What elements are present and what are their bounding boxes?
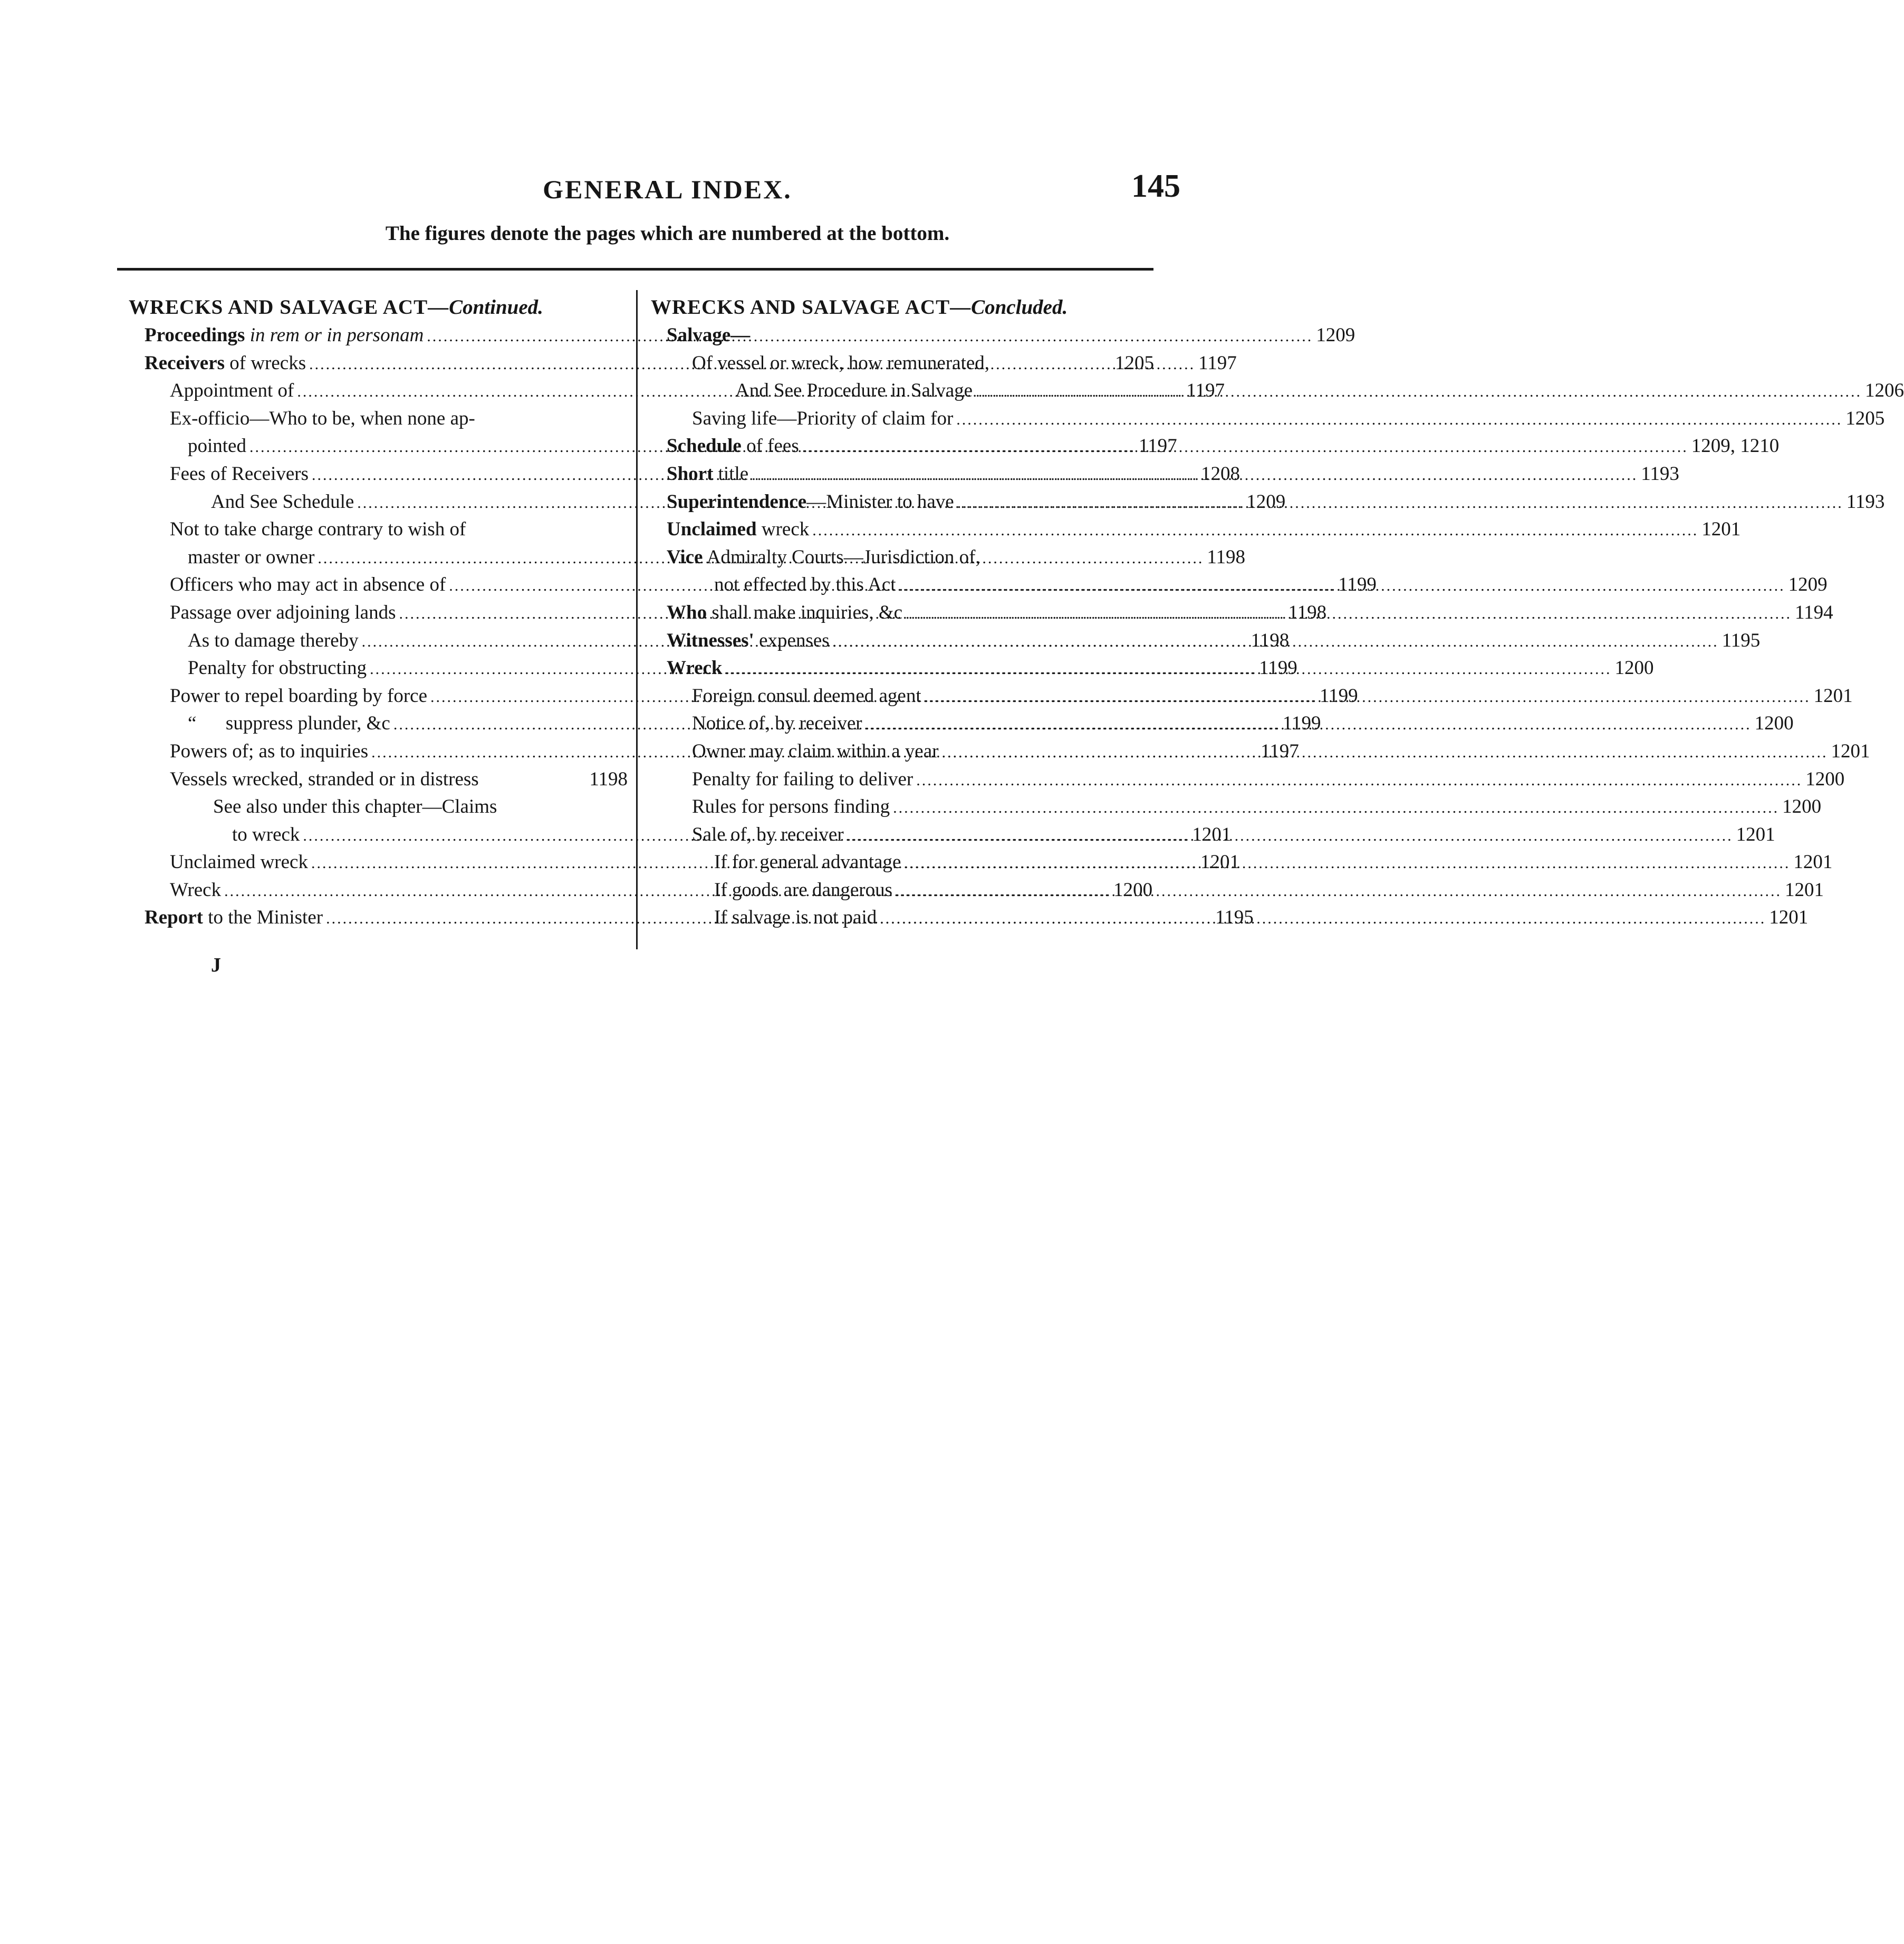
- entry-keyword: Superintendence: [667, 490, 807, 513]
- page-number: 145: [1131, 168, 1180, 204]
- entry-page: 1201: [1785, 879, 1824, 901]
- entry-text: not effected by this Act: [714, 574, 896, 596]
- entry-text: to the Minister: [203, 907, 323, 929]
- left-column-heading: [129, 294, 628, 322]
- right-column-heading: [651, 294, 1154, 322]
- entry-page: 1201: [1192, 823, 1232, 845]
- entry-text: Passage over adjoining lands: [170, 601, 396, 623]
- heading-text: WRECKS AND SALVAGE ACT—: [129, 296, 449, 319]
- entry-page: 1200: [1113, 879, 1153, 901]
- entry-text: Fees of Receivers: [170, 463, 309, 485]
- entry-page: 1197: [1198, 352, 1237, 374]
- entry-page: 1198: [1207, 546, 1246, 568]
- entry-keyword: Report: [145, 907, 203, 929]
- entry-text: of fees: [741, 435, 799, 457]
- entry-text: wreck: [756, 518, 810, 541]
- entry-text: of wrecks: [225, 352, 306, 374]
- index-entry: [129, 516, 628, 544]
- entry-page: 1200: [1614, 657, 1654, 679]
- entry-page: 1197: [1186, 380, 1225, 402]
- entry-page: 1199: [1259, 657, 1297, 679]
- entry-text: Appointment of: [170, 380, 294, 402]
- index-entry: [651, 821, 1775, 849]
- entry-text: in rem or in personam: [245, 324, 424, 346]
- entry-keyword: Receivers: [145, 352, 225, 374]
- index-entry: [651, 849, 1833, 877]
- entry-keyword: Who: [667, 601, 707, 623]
- entry-text: Foreign consul deemed agent: [692, 685, 921, 707]
- entry-page: 1199: [1338, 574, 1377, 596]
- entry-text: Unclaimed wreck: [170, 851, 308, 873]
- entry-text: —Minister to have: [806, 490, 954, 513]
- entry-text: And See Procedure in Salvage: [735, 380, 973, 402]
- entry-text: Notice of, by receiver: [692, 713, 862, 735]
- entry-page: 1198: [589, 768, 628, 790]
- entry-text: Penalty for failing to deliver: [692, 768, 913, 790]
- entry-page: 1198: [1251, 629, 1290, 651]
- entry-text: master or owner: [188, 546, 315, 568]
- entry-keyword: Unclaimed: [667, 518, 757, 541]
- entry-page: 1209, 1210: [1691, 435, 1780, 457]
- entry-page: 1206: [1865, 380, 1904, 402]
- entry-keyword: Wreck: [667, 657, 723, 679]
- entry-text: Owner may claim within a year: [692, 740, 939, 762]
- entry-page: 1201: [1701, 518, 1741, 541]
- index-entry: [651, 322, 1154, 350]
- entry-keyword: Salvage—: [667, 324, 751, 346]
- index-entry: [651, 544, 1154, 572]
- index-entry: [651, 516, 1741, 544]
- entry-text: Penalty for obstructing: [188, 657, 367, 679]
- index-entry: [651, 793, 1822, 821]
- entry-page: 1205: [1845, 407, 1885, 429]
- entry-text: title: [713, 463, 749, 485]
- entry-text: Wreck: [170, 879, 222, 901]
- entry-page: 1200: [1782, 796, 1822, 818]
- entry-page: 1201: [1831, 740, 1870, 762]
- entry-page: 1198: [1288, 601, 1327, 623]
- index-entry: [129, 405, 628, 433]
- entry-page: 1197: [1261, 740, 1299, 762]
- entry-page: 1201: [1769, 907, 1809, 929]
- entry-page: 1195: [1722, 629, 1761, 651]
- entry-text: If for general advantage: [714, 851, 901, 873]
- entry-page: 1197: [1138, 435, 1177, 457]
- entry-page: 1200: [1805, 768, 1845, 790]
- entry-text: to wreck: [232, 823, 300, 845]
- entry-page: 1199: [1320, 685, 1358, 707]
- entry-page: 1201: [1793, 851, 1833, 873]
- page-subtitle: The figures denote the pages which are numbered at the bottom.: [385, 222, 950, 245]
- entry-text: “ suppress plunder, &c: [188, 713, 390, 735]
- entry-page: 1208: [1201, 463, 1241, 485]
- entry-page: 1195: [1215, 907, 1254, 929]
- entry-page: 1201: [1200, 851, 1239, 873]
- entry-page: 1193: [1641, 463, 1679, 485]
- entry-text: Sale of, by receiver: [692, 823, 844, 845]
- entry-keyword: Schedule: [667, 435, 742, 457]
- entry-text: Ex-officio—Who to be, when none ap-: [170, 407, 475, 429]
- entry-text: Saving life—Priority of claim for: [692, 407, 954, 429]
- entry-text: Powers of; as to inquiries: [170, 740, 369, 762]
- entry-text: And See Schedule: [211, 490, 354, 513]
- entry-page: 1199: [1282, 713, 1321, 735]
- entry-text: Power to repel boarding by force: [170, 685, 428, 707]
- index-entry: [651, 877, 1824, 904]
- entry-page: 1201: [1736, 823, 1775, 845]
- entry-text: As to damage thereby: [188, 629, 359, 651]
- entry-page: 1201: [1813, 685, 1853, 707]
- entry-text: Admiralty Courts—Jurisdiction of,: [703, 546, 980, 568]
- entry-text: pointed: [188, 435, 246, 457]
- entry-page: 1200: [1754, 713, 1794, 735]
- index-entry: [129, 793, 628, 821]
- index-entry: [129, 766, 628, 794]
- entry-text: Rules for persons finding: [692, 796, 890, 818]
- heading-suffix: Concluded.: [971, 296, 1068, 319]
- header-rule: [117, 268, 1153, 271]
- heading-text: WRECKS AND SALVAGE ACT—: [651, 296, 972, 319]
- index-entry: [651, 405, 1885, 433]
- entry-text: If salvage is not paid: [714, 907, 877, 929]
- entry-text: expenses: [754, 629, 830, 651]
- signature-mark: J: [211, 954, 221, 976]
- entry-text: Officers who may act in absence of: [170, 574, 446, 596]
- entry-page: 1209: [1316, 324, 1355, 346]
- entry-page: 1193: [1846, 490, 1885, 513]
- entry-keyword: Short: [667, 463, 714, 485]
- entry-page: 1194: [1795, 601, 1833, 623]
- entry-text: Vessels wrecked, stranded or in distress: [170, 768, 479, 790]
- heading-suffix: Continued.: [449, 296, 543, 319]
- entry-text: Not to take charge contrary to wish of: [170, 518, 466, 541]
- entry-keyword: Proceedings: [145, 324, 245, 346]
- entry-page: 1209: [1788, 574, 1828, 596]
- index-entry: [651, 350, 1154, 378]
- entry-text: See also under this chapter—Claims: [213, 796, 497, 818]
- entry-page: 1205: [1115, 352, 1154, 374]
- entry-text: shall make inquiries, &c: [707, 601, 903, 623]
- entry-text: If goods are dangerous: [714, 879, 893, 901]
- entry-page: 1209: [1246, 490, 1286, 513]
- entry-keyword: Vice: [667, 546, 703, 568]
- running-title: GENERAL INDEX.: [543, 175, 792, 204]
- entry-text: Of vessel or wreck, how remunerated,: [692, 352, 990, 374]
- entry-keyword: Witnesses': [667, 629, 754, 651]
- index-entry: [651, 766, 1845, 794]
